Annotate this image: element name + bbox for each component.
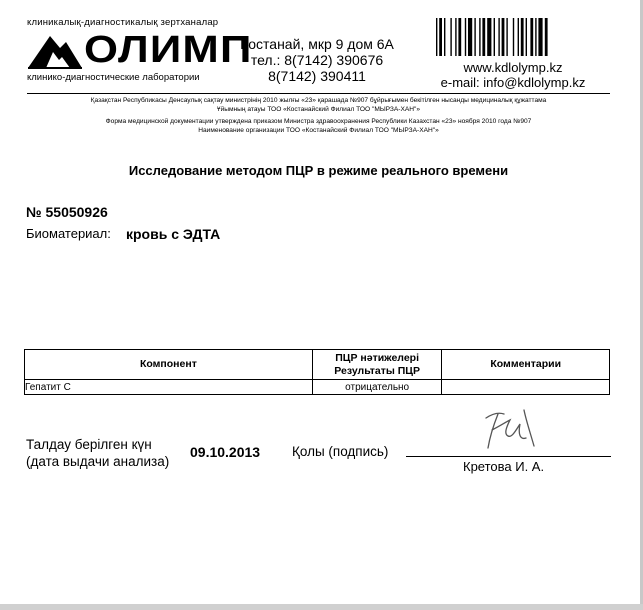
logo-mountain-icon [26, 30, 84, 70]
header-result-ru: Результаты ПЦР [334, 364, 420, 377]
header-comments: Комментарии [442, 350, 610, 380]
phone-line-1: тел.: 8(7142) 390676 [250, 52, 384, 68]
logo-wordmark: ОЛИМП [84, 29, 253, 71]
logo-top-text: клиникалық-диагностикалық зертханалар [27, 17, 219, 28]
email-link[interactable]: e-mail: info@kdlolymp.kz [440, 75, 586, 90]
issue-date-value: 09.10.2013 [190, 444, 261, 460]
signature-label: Қолы (подпись) [292, 444, 389, 459]
address-line: Костанай, мкр 9 дом 6А [240, 36, 394, 52]
table-row [25, 380, 610, 395]
legal-line-kz: Қазақстан Республикасы Денсаулық сақтау министрінің 2010 жылғы «23» қарашада №907 бұйрығымен бекітілген нысанды медициналық құжаттама [90, 97, 547, 104]
legal-org-ru: Наименование организации ТОО «Костанайский Филиал ТОО "МЫРЗА-ХАН"» [198, 127, 439, 134]
header-result [312, 350, 442, 380]
sample-number: № 55050926 [26, 204, 108, 220]
clinic-address [232, 36, 402, 84]
header-divider [27, 93, 610, 94]
header-result-kz: ПЦР нәтижелері [335, 351, 420, 364]
legal-org-kz: Ұйымның атауы ТОО «Костанайский Филиал ТОО "МЫРЗА-ХАН"» [216, 106, 421, 113]
signature-line [406, 456, 611, 457]
cell-component: Гепатит С [25, 380, 313, 395]
table-header-row [25, 350, 610, 380]
biomaterial-value: кровь с ЭДТА [126, 226, 221, 242]
handwritten-signature [476, 404, 538, 452]
legal-line-ru: Форма медицинской документации утверждена приказом Министра здравоохранения Республики Казахстан «23» ноября 2010 года №907 [105, 118, 532, 125]
cell-result: отрицательно [312, 380, 442, 395]
biomaterial-label: Биоматериал: [26, 226, 111, 241]
header-component: Компонент [25, 350, 313, 380]
barcode-image [436, 18, 594, 56]
issue-date-label [26, 436, 169, 470]
logo-bottom-text: клинико-диагностические лаборатории [27, 72, 200, 83]
issue-date-label-kz: Талдау берілген күн [26, 437, 152, 452]
signer-name: Кретова И. А. [463, 459, 545, 474]
page-edge-bottom [0, 604, 643, 610]
issue-date-label-ru: (дата выдачи анализа) [26, 454, 170, 469]
website-link[interactable]: www.kdlolymp.kz [463, 60, 563, 75]
document-title: Исследование методом ПЦР в режиме реального времени [128, 163, 509, 178]
contact-web [430, 60, 596, 90]
cell-comment [442, 380, 610, 395]
results-table [24, 349, 610, 395]
phone-line-2: 8(7142) 390411 [268, 68, 366, 84]
